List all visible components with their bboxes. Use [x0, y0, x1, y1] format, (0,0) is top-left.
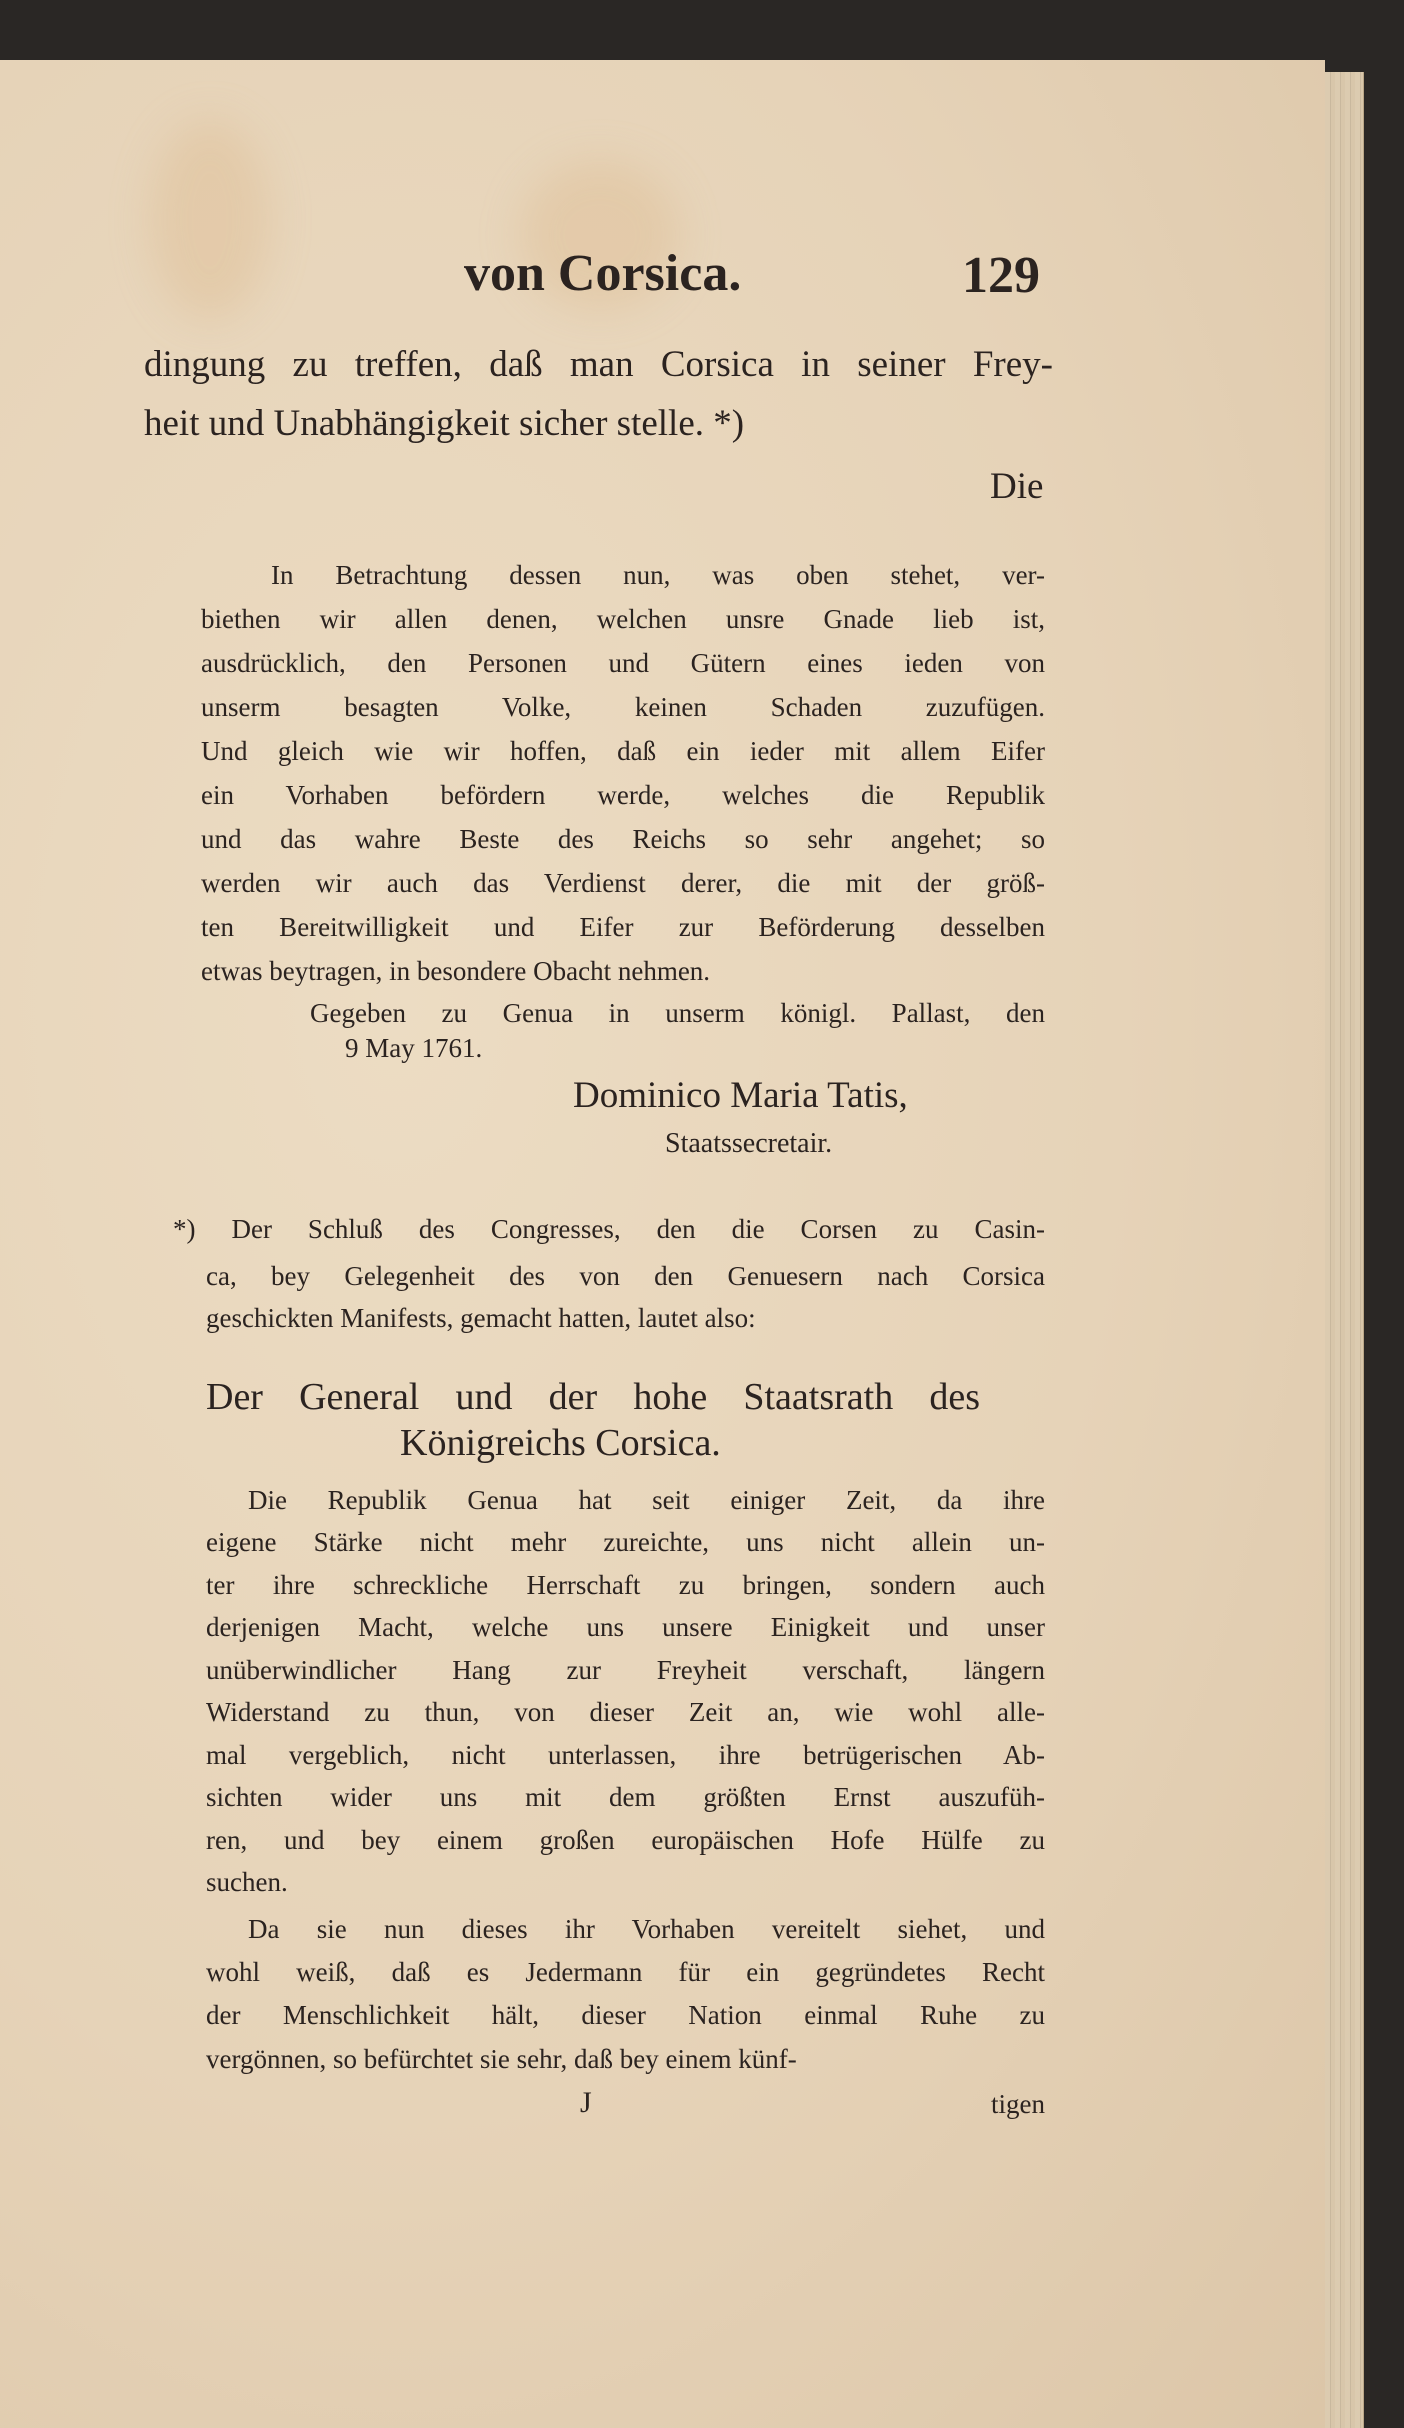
page-number: 129	[962, 247, 1040, 304]
text-line: heit und Unabhängigkeit sicher stelle. *)	[144, 402, 745, 444]
section-heading: Königreichs Corsica.	[400, 1421, 721, 1464]
paper-stain	[150, 120, 270, 320]
manifesto-line: suchen.	[206, 1867, 288, 1898]
decree-line: werden wir auch das Verdienst derer, die mit der größ-	[201, 867, 1045, 898]
manifesto-line: vergönnen, so befürchtet sie sehr, daß bey einem künf-	[206, 2043, 797, 2074]
text-line: dingung zu treffen, daß man Corsica in seiner Frey-	[144, 343, 1053, 385]
dateline: Gegeben zu Genua in unserm königl. Pallast, den	[310, 997, 1045, 1028]
decree-line: etwas beytragen, in besondere Obacht nehmen.	[201, 955, 711, 986]
decree-line: biethen wir allen denen, welchen unsre Gnade lieb ist,	[201, 603, 1045, 634]
footnote-line: *) Der Schluß des Congresses, den die Corsen zu Casin-	[173, 1213, 1045, 1244]
section-heading: Der General und der hohe Staatsrath des	[206, 1375, 980, 1418]
manifesto-line: der Menschlichkeit hält, dieser Nation einmal Ruhe zu	[206, 2000, 1045, 2031]
manifesto-line: Widerstand zu thun, von dieser Zeit an, wie wohl alle-	[206, 1697, 1045, 1728]
manifesto-line: ter ihre schreckliche Herrschaft zu bringen, sondern auch	[206, 1569, 1045, 1600]
manifesto-line: mal vergeblich, nicht unterlassen, ihre betrügerischen Ab-	[206, 1739, 1045, 1770]
manifesto-line: eigene Stärke nicht mehr zureichte, uns nicht allein un-	[206, 1527, 1045, 1558]
decree-line: unserm besagten Volke, keinen Schaden zuzufügen.	[201, 691, 1045, 722]
signature-mark: J	[580, 2086, 592, 2120]
manifesto-line: Die Republik Genua hat seit einiger Zeit, da ihre	[248, 1484, 1045, 1515]
signature-title: Staatssecretair.	[665, 1128, 833, 1160]
footnote-line: ca, bey Gelegenheit des von den Genuesern nach Corsica	[206, 1260, 1045, 1291]
decree-line: In Betrachtung dessen nun, was oben stehet, ver-	[271, 559, 1045, 590]
decree-line: Und gleich wie wir hoffen, daß ein ieder mit allem Eifer	[201, 735, 1045, 766]
decree-line: ten Bereitwilligkeit und Eifer zur Beförderung desselben	[201, 911, 1045, 942]
decree-line: ausdrücklich, den Personen und Gütern eines ieden von	[201, 647, 1045, 678]
catchword: Die	[990, 465, 1044, 507]
manifesto-line: Da sie nun dieses ihr Vorhaben vereitelt siehet, und	[248, 1913, 1045, 1944]
page-fore-edge	[1325, 72, 1364, 2428]
decree-line: und das wahre Beste des Reichs so sehr angehet; so	[201, 823, 1045, 854]
running-title: von Corsica.	[464, 245, 742, 302]
manifesto-line: unüberwindlicher Hang zur Freyheit verschaft, längern	[206, 1654, 1045, 1685]
footnote-line: geschickten Manifests, gemacht hatten, lautet also:	[206, 1302, 756, 1333]
manifesto-line: sichten wider uns mit dem größten Ernst auszufüh-	[206, 1782, 1045, 1813]
manifesto-line: wohl weiß, daß es Jedermann für ein gegründetes Recht	[206, 1957, 1045, 1988]
manifesto-line: ren, und bey einem großen europäischen Hofe Hülfe zu	[206, 1824, 1045, 1855]
decree-line: ein Vorhaben befördern werde, welches die Republik	[201, 779, 1045, 810]
manifesto-line: derjenigen Macht, welche uns unsere Einigkeit und unser	[206, 1612, 1045, 1643]
catchword: tigen	[991, 2088, 1045, 2119]
signature-name: Dominico Maria Tatis,	[573, 1074, 908, 1116]
dateline: 9 May 1761.	[345, 1032, 483, 1063]
